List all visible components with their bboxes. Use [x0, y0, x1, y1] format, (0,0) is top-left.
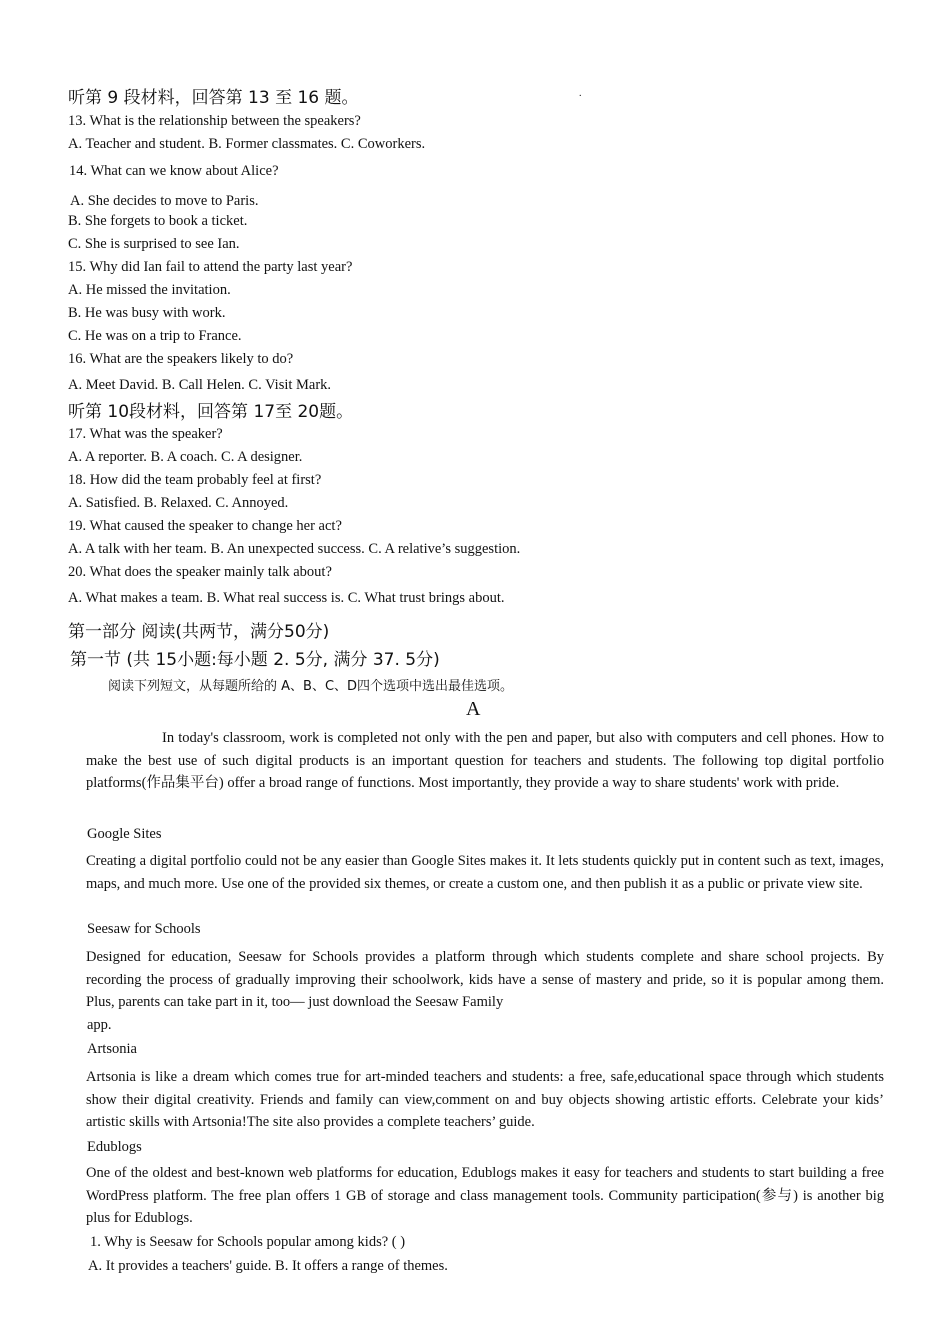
passage-letter: A [466, 698, 481, 720]
section-heading-10: 听第 10段材料，回答第 17至 20题。 [68, 402, 354, 422]
question-15-option-a: A. He missed the invitation. [68, 282, 231, 298]
question-15: 15. Why did Ian fail to attend the party last year? [68, 259, 353, 275]
question-17-options: A. A reporter. B. A coach. C. A designer. [68, 449, 303, 465]
section-heading-9: 听第 9 段材料，回答第 13 至 16 题。 [68, 88, 359, 108]
reading-question-1-options: A. It provides a teachers' guide. B. It offers a range of themes. [88, 1258, 448, 1274]
artsonia-body: Artsonia is like a dream which comes true for art-minded teachers and students: a free, safe,educational space through which students show their digital creativity. Friends and family can view,comment on and buy objects showing artistic efforts. Celebrate your kids’ artistic skills with Artsonia!The site also provides a complete teachers’ guide. [86, 1069, 884, 1130]
question-19: 19. What caused the speaker to change her act? [68, 518, 342, 534]
seesaw-body-tail: app. [87, 1017, 112, 1033]
question-18: 18. How did the team probably feel at first? [68, 472, 322, 488]
artsonia-title: Artsonia [87, 1041, 137, 1057]
question-14-option-b: B. She forgets to book a ticket. [68, 213, 248, 229]
google-sites-title: Google Sites [87, 826, 162, 842]
google-sites-body: Creating a digital portfolio could not be any easier than Google Sites makes it. It lets students quickly put in content such as text, images, maps, and much more. Use one of the provided six themes, or create a custom one, and then publish it as a public or private view site. [86, 853, 884, 892]
question-14-option-c: C. She is surprised to see Ian. [68, 236, 240, 252]
question-15-option-c: C. He was on a trip to France. [68, 328, 242, 344]
question-18-options: A. Satisfied. B. Relaxed. C. Annoyed. [68, 495, 289, 511]
question-20-options: A. What makes a team. B. What real success is. C. What trust brings about. [68, 590, 505, 606]
seesaw-title: Seesaw for Schools [87, 921, 201, 937]
question-14-option-a: A. She decides to move to Paris. [70, 193, 259, 209]
question-17: 17. What was the speaker? [68, 426, 223, 442]
question-13-options: A. Teacher and student. B. Former classmates. C. Coworkers. [68, 136, 426, 152]
seesaw-body: Designed for education, Seesaw for Schools provides a platform through which students complete and share school projects. By recording the process of gradually improving their schoolwork, kids have a sense of mastery and pride, so it is popular among them. Plus, parents can take part in it, too— just download the Seesaw Family [86, 949, 884, 1010]
edublogs-body: One of the oldest and best-known web platforms for education, Edublogs makes it easy for teachers and students to start building a free WordPress platform. The free plan offers 1 GB of storage and class management tools. Community participation(参与) is another big plus for Edublogs. [86, 1165, 884, 1226]
instruction: 阅读下列短文，从每题所给的 A、B、C、D四个选项中选出最佳选项。 [108, 679, 514, 694]
question-14: 14. What can we know about Alice? [69, 163, 279, 179]
passage-intro: In today's classroom, work is completed not only with the pen and paper, but also with computers and cell phones. How to make the best use of such digital products is an important question for teachers and students. The following top digital portfolio platforms(作品集平台) offer a broad range of functions. Most importantly, they provide a way to share students' work with pride. [86, 730, 884, 791]
question-16-options: A. Meet David. B. Call Helen. C. Visit Mark. [68, 377, 332, 393]
question-20: 20. What does the speaker mainly talk about? [68, 564, 332, 580]
stray-mark: . [579, 88, 582, 99]
question-16: 16. What are the speakers likely to do? [68, 351, 294, 367]
question-15-option-b: B. He was busy with work. [68, 305, 226, 321]
part-heading: 第一部分 阅读(共两节，满分50分) [68, 622, 330, 642]
question-19-options: A. A talk with her team. B. An unexpected success. C. A relative’s suggestion. [68, 541, 521, 557]
edublogs-title: Edublogs [87, 1139, 142, 1155]
question-13: 13. What is the relationship between the speakers? [68, 113, 361, 129]
reading-question-1: 1. Why is Seesaw for Schools popular among kids? ( ) [90, 1234, 406, 1250]
section-heading: 第一节 (共 15小题:每小题 2. 5分, 满分 37. 5分) [70, 650, 440, 670]
